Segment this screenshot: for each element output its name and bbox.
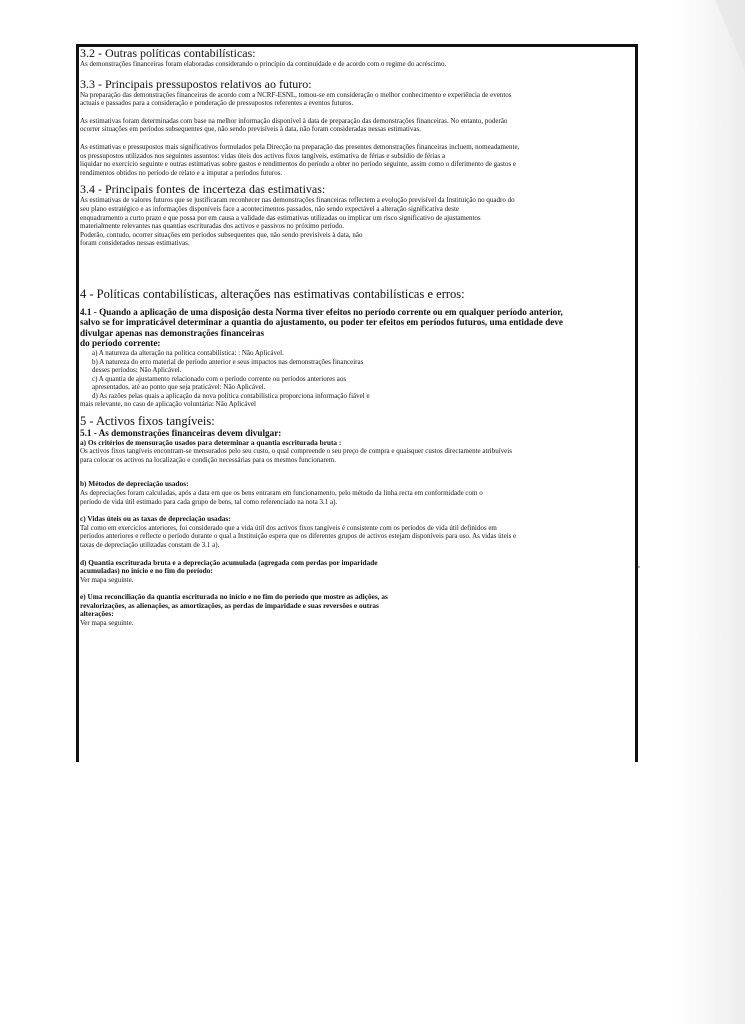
list-item: b) A natureza do erro material de período anterior e seus impactos nas demonstrações financeiras xyxy=(92,357,364,366)
subsection-heading: divulgar apenas nas demonstrações financeiras xyxy=(80,327,265,338)
item-heading: e) Uma reconciliação da quantia escriturada no início e no fim do período que mostre as adições, as xyxy=(80,592,388,602)
list-item: mais relevante, no caso de aplicação voluntária: Não Aplicável xyxy=(80,400,256,409)
paragraph-line: As estimativas de valores futuros que se justificaram reconhecer nas demonstrações financeiras reflectem a evolução previsível da Instituição no quadro do xyxy=(80,196,515,205)
item-heading: a) Os critérios de mensuração usados para determinar a quantia escriturada bruta : xyxy=(80,437,342,447)
paragraph-line: foram considerados nessas estimativas. xyxy=(80,239,190,248)
scan-speck xyxy=(638,566,640,568)
section-3-2 xyxy=(80,47,635,69)
subsection-heading: salvo se for impraticável determinar a quantia do ajustamento, ou poder ter efeitos em períodos futuros, uma entidade deve xyxy=(80,317,563,328)
paragraph-line: período de vida útil estimado para cada grupo de bens, tal como referenciado na nota 3.1 a). xyxy=(80,497,338,506)
section-4 xyxy=(80,288,635,409)
paragraph-line: ocorrer situações em períodos subsequentes que, não sendo previsíveis à data, não foram consideradas nessas estimativas. xyxy=(80,125,421,134)
item-heading: alterações: xyxy=(80,609,114,619)
paragraph-line: Tal como em exercícios anteriores, foi considerado que a vida útil dos activos fixos tangíveis é consistente com os períodos de vida útil definidos em xyxy=(80,523,497,532)
item-heading: acumuladas) no início e no fim do período: xyxy=(80,566,213,576)
paragraph-line: Os activos fixos tangíveis encontram-se mensurados pelo seu custo, o qual compreende o seu preço de compra e quaisquer custos directamente atribuíveis xyxy=(80,447,512,456)
section-3-4 xyxy=(80,183,635,248)
list-item: a) A natureza da alteração na política contabilística: : Não Aplicável. xyxy=(92,348,284,357)
item-heading: d) Quantia escriturada bruta e a depreciação acumulada (agregada com perdas por imparidade xyxy=(80,557,378,567)
paragraph-line: rendimentos obtidos no período de relato e a imputar a períodos futuros. xyxy=(80,168,283,177)
paragraph-line: Poderão, contudo, ocorrer situações em períodos subsequentes que, não sendo previsíveis à data, não xyxy=(80,230,363,239)
item-heading: revalorizações, as alienações, as amortizações, as perdas de imparidade e suas reversões e outras xyxy=(80,600,379,610)
paragraph-line: os pressupostos utilizados nos seguintes assuntos: vidas úteis dos activos fixos tangíveis, estimativa de férias e subsídio de férias a xyxy=(80,151,446,160)
subsection-heading: 5.1 - As demonstrações financeiras devem divulgar: xyxy=(80,428,282,439)
list-item: c) A quantia de ajustamento relacionado com o período corrente ou períodos anteriores aos xyxy=(92,374,347,383)
section-title: 5 - Activos fixos tangíveis: xyxy=(80,414,215,429)
paragraph-line: actuais e passados para a consideração e ponderação de pressupostos referentes a eventos futuros. xyxy=(80,99,354,108)
section-title: 4 - Políticas contabilísticas, alterações nas estimativas contabilísticas e erros: xyxy=(80,286,465,301)
paragraph-line: As depreciações foram calculadas, após a data em que os bens entraram em funcionamento, pelo método da linha recta em conformidade com o xyxy=(80,488,483,497)
page-corner-fold xyxy=(715,0,745,70)
paragraph-line: Na preparação das demonstrações financeiras de acordo com a NCRF-ESNL, tomou-se em consideração o melhor conhecimento e experiência de eventos xyxy=(80,90,512,99)
paragraph-line: As estimativas foram determinadas com base na melhor informação disponível à data de preparação das demonstrações financeiras. No entanto, poderão xyxy=(80,116,508,125)
section-3-3 xyxy=(80,78,635,178)
paragraph-line: As estimativas e pressupostos mais significativos formulados pela Direcção na preparação das presentes demonstrações financeiras incluem, nomeadamente, xyxy=(80,142,520,151)
document-page xyxy=(80,47,635,759)
subsection-heading: 4.1 - Quando a aplicação de uma disposição desta Norma tiver efeitos no período corrente ou em qualquer período anterior, xyxy=(80,306,563,317)
item-heading: b) Métodos de depreciação usados: xyxy=(80,479,189,489)
section-title: 3.3 - Principais pressupostos relativos ao futuro: xyxy=(80,76,312,91)
section-title: 3.2 - Outras políticas contabilísticas: xyxy=(80,47,256,60)
item-heading: c) Vidas úteis ou as taxas de depreciação usadas: xyxy=(80,514,231,524)
paragraph: As demonstrações financeiras foram elaboradas considerando o princípio da continuidade e de acordo com o regime do acréscimo. xyxy=(80,60,447,68)
list-item: d) As razões pelas quais a aplicação da nova política contabilística proporciona informação fiável e xyxy=(92,391,370,400)
paragraph-line: períodos anteriores e reflecte o período durante o qual a Instituição espera que os diferentes grupos de activos estejam disponíveis para uso. As vidas úteis e xyxy=(80,532,517,541)
scan-shadow xyxy=(675,0,745,1024)
paragraph-line: para colocar os activos na localização e condição necessárias para os mesmos funcionarem. xyxy=(80,455,336,464)
paragraph-line: enquadramento a curto prazo e que possa por em causa a validade das estimativas utilizadas ou implicar um risco significativo de ajustamentos xyxy=(80,213,481,222)
paragraph-line: seu plano estratégico e as informações disponíveis face a acontecimentos passados, não sendo expectável a alteração significativa deste xyxy=(80,204,460,213)
paragraph-line: taxas de depreciação utilizadas constam de 3.1 a). xyxy=(80,540,220,549)
section-5 xyxy=(80,415,635,628)
paragraph-line: liquidar no exercício seguinte e outras estimativas sobre gastos e rendimentos do período a obter no período seguinte, assim como o diferimento de gastos e xyxy=(80,160,517,169)
paragraph-line: Ver mapa seguinte. xyxy=(80,575,134,584)
paragraph-line: Ver mapa seguinte. xyxy=(80,619,134,628)
paragraph-line: materialmente relevantes nas quantias escrituradas dos activos e passivos no próximo período. xyxy=(80,222,344,231)
list-item: desses períodos: Não Aplicável. xyxy=(92,366,182,375)
list-item: apresentados, até ao ponto que seja praticável: Não Aplicável. xyxy=(92,383,266,392)
subsection-heading: do período corrente: xyxy=(80,338,161,349)
section-title: 3.4 - Principais fontes de incerteza das estimativas: xyxy=(80,182,326,197)
